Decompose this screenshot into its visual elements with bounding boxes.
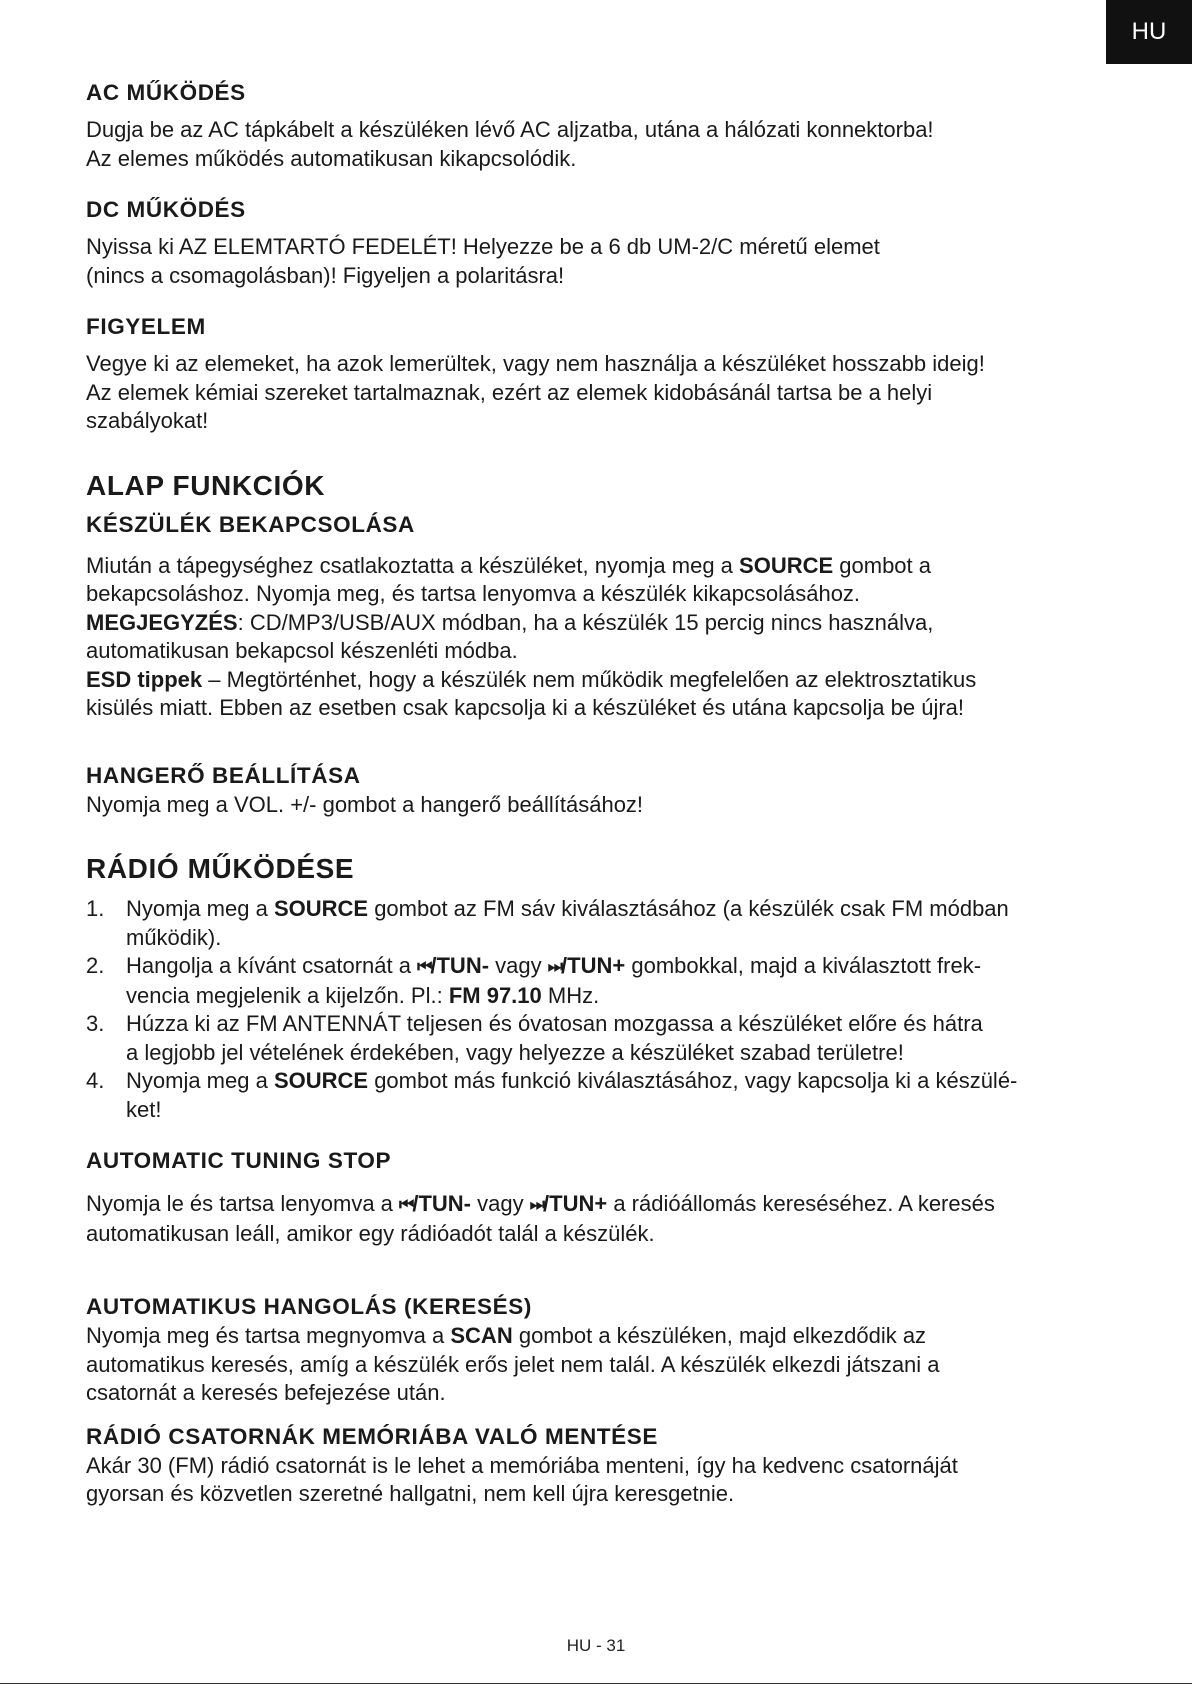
radio-step-3: 3. Húzza ki az FM ANTENNÁT teljesen és óvatosan mozgassa a készüléket előre és hátra a legjobb jel vételének érdekében, vagy helyezze a készüléket szabad területre! xyxy=(86,1011,983,1065)
ac-heading: AC MŰKÖDÉS xyxy=(86,80,246,105)
ac-line-2: Az elemes működés automatikusan kikapcsolódik. xyxy=(86,145,577,171)
dc-line-2: (nincs a csomagolásban)! Figyeljen a polaritásra! xyxy=(86,262,565,288)
auto-scan-section xyxy=(86,1292,1116,1408)
basic-functions-heading: ALAP FUNKCIÓK xyxy=(86,469,326,501)
auto-scan-line-1: Nyomja meg és tartsa megnyomva a SCAN gombot a készüléken, majd elkezdődik az xyxy=(86,1323,927,1348)
auto-scan-line-3: csatornát a keresés befejezése után. xyxy=(86,1380,446,1405)
radio-heading: RÁDIÓ MŰKÖDÉSE xyxy=(86,853,355,884)
dc-section xyxy=(86,195,1116,290)
radio-step-2: 2. Hangolja a kívánt csatornát a ⏮/TUN- vagy ⏭/TUN+ gombokkal, majd a kiválasztott frek- vencia megjelenik a kijelzőn. Pl.: FM 97.10 MHz. xyxy=(86,953,982,1008)
warning-line-1: Vegye ki az elemeket, ha azok lemerültek, vagy nem használja a készüléket hosszabb ideig! xyxy=(86,351,985,376)
warning-line-2: Az elemek kémiai szereket tartalmaznak, ezért az elemek kidobásánál tartsa be a helyi xyxy=(86,379,933,405)
prev-track-icon: ⏮ xyxy=(417,957,431,976)
auto-tuning-stop-section xyxy=(86,1146,1116,1248)
auto-tuning-stop-heading: AUTOMATIC TUNING STOP xyxy=(86,1148,392,1173)
auto-scan-heading: AUTOMATIKUS HANGOLÁS (KERESÉS) xyxy=(86,1294,532,1319)
bottom-divider xyxy=(0,1683,1192,1684)
auto-scan-line-2: automatikus keresés, amíg a készülék erős jelet nem talál. A készülék elkezdi játszani a xyxy=(86,1351,940,1377)
ac-section xyxy=(86,78,1116,173)
language-tab: HU xyxy=(1106,0,1192,64)
memory-line-2: gyorsan és közvetlen szeretné hallgatni, nem kell újra keresgetnie. xyxy=(86,1481,735,1506)
basic-functions-section xyxy=(86,468,1116,723)
memory-heading: RÁDIÓ CSATORNÁK MEMÓRIÁBA VALÓ MENTÉSE xyxy=(86,1423,658,1449)
volume-heading: HANGERŐ BEÁLLÍTÁSA xyxy=(86,762,361,788)
warning-heading: FIGYELEM xyxy=(86,314,206,339)
page-content xyxy=(86,78,1116,1509)
dc-heading: DC MŰKÖDÉS xyxy=(86,197,246,222)
volume-text: Nyomja meg a VOL. +/- gombot a hangerő beállításához! xyxy=(86,791,644,817)
radio-section xyxy=(86,851,1116,1124)
power-on-line-1: Miután a tápegységhez csatlakoztatta a készüléket, nyomja meg a SOURCE gombot a xyxy=(86,552,931,578)
note-line-2: automatikusan bekapcsol készenléti módba. xyxy=(86,638,518,663)
volume-section xyxy=(86,761,1116,820)
next-track-icon: ⏭ xyxy=(529,1195,544,1214)
warning-line-3: szabályokat! xyxy=(86,408,209,433)
power-on-line-2: bekapcsoláshoz. Nyomja meg, és tartsa lenyomva a készülék kikapcsolásához. xyxy=(86,581,861,606)
power-on-heading: KÉSZÜLÉK BEKAPCSOLÁSA xyxy=(86,511,415,537)
warning-section xyxy=(86,312,1116,436)
next-track-icon: ⏭ xyxy=(547,957,562,976)
auto-tuning-stop-line-2: automatikusan leáll, amikor egy rádióadót talál a készülék. xyxy=(86,1220,655,1246)
prev-track-icon: ⏮ xyxy=(399,1195,413,1214)
radio-step-1: 1. Nyomja meg a SOURCE gombot az FM sáv kiválasztásához (a készülék csak FM módban működik). xyxy=(86,896,1009,950)
memory-section xyxy=(86,1422,1116,1509)
radio-steps-list xyxy=(86,895,1116,1124)
page-number: HU - 31 xyxy=(566,1636,626,1655)
esd-line-2: kisülés miatt. Ebben az esetben csak kapcsolja ki a készüléket és utána kapcsolja be újra! xyxy=(86,695,965,720)
auto-tuning-stop-line-1: Nyomja le és tartsa lenyomva a ⏮/TUN- vagy ⏭/TUN+ a rádióállomás kereséséhez. A keresés xyxy=(86,1191,995,1216)
dc-line-1: Nyissa ki AZ ELEMTARTÓ FEDELÉT! Helyezze be a 6 db UM-2/C méretű elemet xyxy=(86,234,880,259)
memory-line-1: Akár 30 (FM) rádió csatornát is le lehet a memóriába menteni, így ha kedvenc csatornáját xyxy=(86,1452,958,1478)
ac-line-1: Dugja be az AC tápkábelt a készüléken lévő AC aljzatba, utána a hálózati konnektorba! xyxy=(86,117,934,142)
radio-step-4: 4. Nyomja meg a SOURCE gombot más funkció kiválasztásához, vagy kapcsolja ki a készülé- ket! xyxy=(86,1068,1018,1122)
note-line-1: MEGJEGYZÉS: CD/MP3/USB/AUX módban, ha a készülék 15 percig nincs használva, xyxy=(86,609,934,635)
esd-line-1: ESD tippek – Megtörténhet, hogy a készülék nem működik megfelelően az elektrosztatikus xyxy=(86,666,977,692)
